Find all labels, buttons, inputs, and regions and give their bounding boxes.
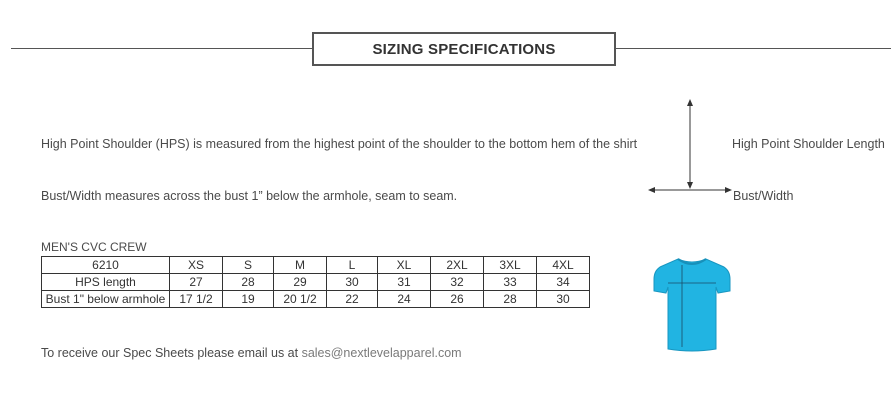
table-cell: 30 <box>327 274 378 291</box>
bust-width-label: Bust/Width <box>733 189 794 203</box>
contact-line <box>41 346 462 360</box>
size-header-cell: 2XL <box>431 257 484 274</box>
size-header-cell: L <box>327 257 378 274</box>
table-row <box>42 274 590 291</box>
header-rule-left <box>11 48 313 49</box>
table-cell: 32 <box>431 274 484 291</box>
email-link[interactable]: sales@nextlevelapparel.com <box>301 346 462 360</box>
table-cell: 31 <box>378 274 431 291</box>
t-shirt-icon <box>652 253 732 355</box>
hps-description: High Point Shoulder (HPS) is measured from the highest point of the shoulder to the bottom hem of the shirt <box>41 137 638 151</box>
size-header-cell: 4XL <box>537 257 590 274</box>
page-title: SIZING SPECIFICATIONS <box>372 40 556 58</box>
size-header-cell: S <box>223 257 274 274</box>
table-cell: 20 1/2 <box>274 291 327 308</box>
row-label-cell: HPS length <box>42 274 170 291</box>
hps-length-label: High Point Shoulder Length <box>732 137 885 151</box>
table-cell: 27 <box>170 274 223 291</box>
sizing-table <box>41 256 590 308</box>
table-cell: 19 <box>223 291 274 308</box>
row-label-cell: Bust 1" below armhole <box>42 291 170 308</box>
table-cell: 24 <box>378 291 431 308</box>
table-cell: 22 <box>327 291 378 308</box>
table-cell: 28 <box>484 291 537 308</box>
size-header-cell: XL <box>378 257 431 274</box>
table-cell: 29 <box>274 274 327 291</box>
table-cell: 30 <box>537 291 590 308</box>
table-cell: 17 1/2 <box>170 291 223 308</box>
size-header-cell: 3XL <box>484 257 537 274</box>
table-row <box>42 291 590 308</box>
size-header-cell: XS <box>170 257 223 274</box>
vertical-double-arrow-icon <box>687 99 693 189</box>
style-number-cell: 6210 <box>42 257 170 274</box>
bust-description: Bust/Width measures across the bust 1” below the armhole, seam to seam. <box>41 189 458 203</box>
table-header-row <box>42 257 590 274</box>
table-cell: 28 <box>223 274 274 291</box>
measurement-diagram <box>640 95 740 205</box>
table-cell: 34 <box>537 274 590 291</box>
table-cell: 33 <box>484 274 537 291</box>
page-title-box <box>312 32 616 66</box>
header-rule-right <box>615 48 891 49</box>
table-title: MEN'S CVC CREW <box>41 240 147 254</box>
size-header-cell: M <box>274 257 327 274</box>
contact-text: To receive our Spec Sheets please email us at <box>41 346 302 360</box>
table-cell: 26 <box>431 291 484 308</box>
